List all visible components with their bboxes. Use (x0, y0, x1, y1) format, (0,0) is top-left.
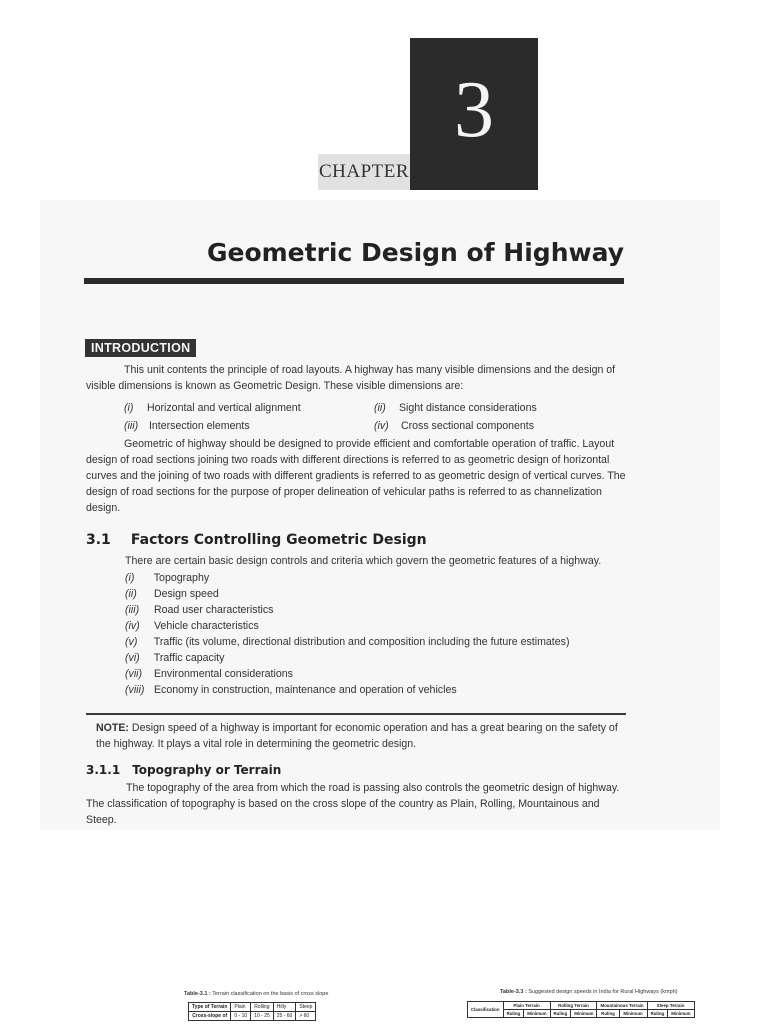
table-label: Table-3.3 : (500, 989, 527, 995)
item-number: (ii) (374, 402, 386, 414)
factor-item (125, 572, 209, 584)
factor-item (125, 620, 259, 632)
table-subheader: Minimum (524, 1010, 550, 1018)
factor-item (125, 684, 457, 696)
table-subheader: Ruling (550, 1010, 571, 1018)
table-caption (184, 991, 328, 997)
item-number: (viii) (125, 684, 145, 696)
item-number: (ii) (125, 588, 137, 600)
table-cell: 25 - 60 (273, 1012, 296, 1021)
item-number: (iii) (125, 604, 140, 616)
note-rule (86, 713, 626, 715)
note-label: NOTE: (96, 722, 129, 734)
item-text: Design speed (153, 588, 219, 600)
item-number: (v) (125, 636, 138, 648)
table-header: Hilly (273, 1003, 296, 1012)
table-subheader: Ruling (503, 1010, 524, 1018)
table-header: Steep Terrain (647, 1002, 694, 1010)
subsection-number: 3.1.1 (86, 763, 121, 777)
item-text: Traffic capacity (153, 652, 225, 664)
item-number: (iv) (374, 420, 389, 432)
table-header: Classification (468, 1002, 504, 1018)
item-text: Cross sectional components (400, 420, 535, 432)
table-cell: 0 - 10 (231, 1012, 251, 1021)
subsection-paragraph: The topography of the area from which the road is passing also controls the geometric design of highway. The classification of topography is based on the cross slope of the country as Plain, Rolling, Mountainous and Steep. (86, 782, 620, 826)
table-subheader: Ruling (647, 1010, 668, 1018)
table-row (189, 1012, 316, 1021)
table-header: Plain (231, 1003, 251, 1012)
intro-item (124, 402, 301, 414)
factor-item (125, 588, 219, 600)
subsection-heading (86, 763, 281, 777)
chapter-number: 3 (454, 66, 494, 154)
intro-item (374, 402, 537, 414)
title-rule (84, 278, 624, 284)
chapter-label: CHAPTER (318, 154, 410, 190)
section-intro: There are certain basic design controls and criteria which govern the geometric features of a highway. (125, 555, 602, 567)
table-cell: 10 - 25 (251, 1012, 274, 1021)
table-caption-text: Terrain classification on the basis of cross slope (212, 991, 329, 997)
item-number: (iii) (124, 420, 139, 432)
factor-item (125, 636, 569, 648)
terrain-table (188, 1002, 316, 1021)
table-caption (500, 989, 678, 995)
subsection-title: Topography or Terrain (132, 763, 282, 777)
intro-item (374, 420, 534, 432)
introduction-paragraph: This unit contents the principle of road layouts. A highway has many visible dimensions and the design of visible dimensions is known as Geometric Design. These visible dimensions are: (86, 364, 616, 392)
table-header: Mountainous Terrain (597, 1002, 647, 1010)
table-header: Plain Terrain (503, 1002, 550, 1010)
table-row (189, 1003, 316, 1012)
item-number: (i) (125, 572, 135, 584)
item-text: Vehicle characteristics (153, 620, 259, 632)
design-speed-table (467, 1001, 695, 1018)
item-text: Traffic (its volume, directional distribution and composition including the future estimates) (153, 636, 570, 648)
table-header: Rolling (251, 1003, 274, 1012)
table-header: Rolling Terrain (550, 1002, 597, 1010)
item-number: (vi) (125, 652, 140, 664)
table-cell: > 60 (296, 1012, 316, 1021)
table-subheader: Ruling (597, 1010, 619, 1018)
section-number: 3.1 (86, 532, 111, 548)
item-text: Intersection elements (148, 420, 250, 432)
introduction-paragraph-2: Geometric of highway should be designed to provide efficient and comfortable operation of traffic. Layout design of road sections joining two roads with different directions is referred to as geometric design of horizontal curves and the joining of two roads with different gradients is referred to as geometric design of vertical curves. The design of road sections for the purpose of proper delineation of vehicular paths is referred to as channelization design. (86, 438, 626, 514)
table-row (468, 1002, 695, 1010)
table-subheader: Minimum (619, 1010, 647, 1018)
item-text: Horizontal and vertical alignment (146, 402, 301, 414)
table-header: Steep (296, 1003, 316, 1012)
page-title: Geometric Design of Highway (206, 238, 624, 267)
factor-item (125, 652, 224, 664)
item-text: Topography (153, 572, 210, 584)
factor-item (125, 668, 293, 680)
item-number: (vii) (125, 668, 143, 680)
note-text: Design speed of a highway is important for economic operation and has a great bearing on the safety of the highway. It plays a vital role in determining the geometric design. (96, 722, 618, 750)
section-heading (86, 532, 427, 548)
table-caption-text: Suggested design speeds in India for Rural Highways (kmph) (528, 989, 678, 995)
item-number: (iv) (125, 620, 140, 632)
table-subheader: Minimum (571, 1010, 597, 1018)
intro-item (124, 420, 250, 432)
table-subheader: Minimum (668, 1010, 694, 1018)
factor-item (125, 604, 273, 616)
item-text: Road user characteristics (153, 604, 274, 616)
note-box (96, 720, 626, 752)
introduction-label: INTRODUCTION (85, 339, 196, 357)
item-text: Sight distance considerations (398, 402, 537, 414)
item-text: Economy in construction, maintenance and operation of vehicles (153, 684, 457, 696)
table-cell: Cross-slope of (189, 1012, 231, 1021)
table-header: Type of Terrain (189, 1003, 231, 1012)
table-label: Table-3.1 : (184, 991, 211, 997)
item-text: Environmental considerations (153, 668, 293, 680)
section-title: Factors Controlling Geometric Design (130, 532, 427, 548)
item-number: (i) (124, 402, 134, 414)
